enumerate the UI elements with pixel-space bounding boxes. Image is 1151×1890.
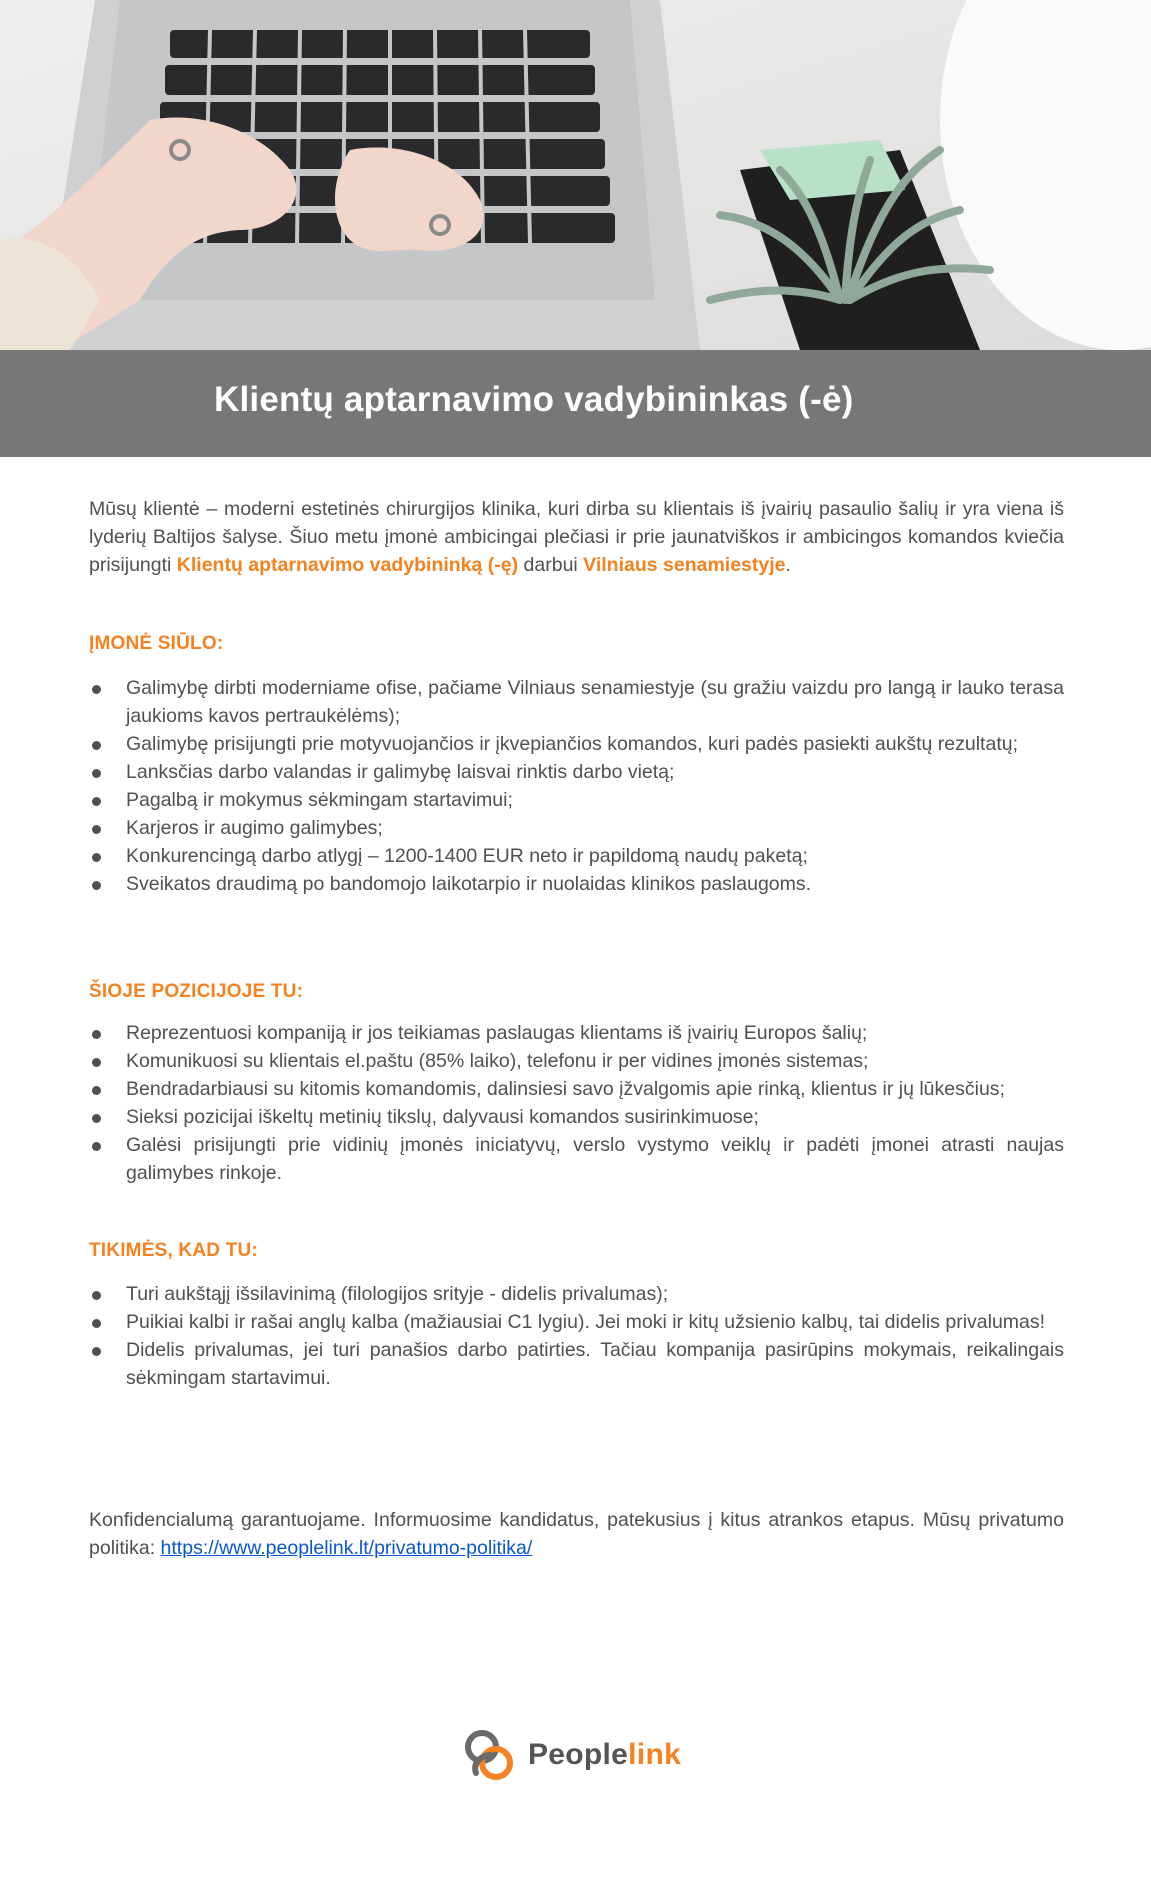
role-list [89, 1019, 1064, 1187]
role-heading: ŠIOJE POZICIJOJE TU: [89, 981, 304, 1002]
title-bar [0, 350, 1151, 457]
logo-icon [462, 1725, 518, 1785]
list-item: Turi aukštąjį išsilavinimą (filologijos srityje - didelis privalumas); [89, 1280, 1064, 1308]
closing-text: Konfidencialumą garantuojame. Informuosime kandidatus, patekusius į kitus atrankos etapus. Mūsų privatumo politika: [89, 1509, 1064, 1559]
intro-highlight-position: Klientų aptarnavimo vadybininką (-ę) [176, 554, 519, 576]
list-item: Sieksi pozicijai iškeltų metinių tikslų, dalyvausi komandos susirinkimuose; [89, 1103, 1064, 1131]
logo-wordmark [528, 1738, 681, 1772]
list-item: Galėsi prisijungti prie vidinių įmonės iniciatyvų, verslo vystymo veiklų ir padėti įmonei atrasti naujas galimybes rinkoje. [89, 1131, 1064, 1187]
list-item: Komunikuosi su klientais el.paštu (85% laiko), telefonu ir per vidines įmonės sistemas; [89, 1047, 1064, 1075]
hero-image [0, 0, 1151, 350]
expect-heading: TIKIMĖS, KAD TU: [89, 1240, 258, 1261]
intro-paragraph [89, 495, 1064, 579]
list-item: Reprezentuosi kompaniją ir jos teikiamas paslaugas klientams iš įvairių Europos šalių; [89, 1019, 1064, 1047]
offer-heading: ĮMONĖ SIŪLO: [89, 633, 224, 654]
list-item: Puikiai kalbi ir rašai anglų kalba (mažiausiai C1 lygiu). Jei moki ir kitų užsienio kalbų, tai didelis privalumas! [89, 1308, 1064, 1336]
page-title: Klientų aptarnavimo vadybininkas (-ė) [214, 380, 854, 419]
expect-list [89, 1280, 1064, 1392]
peoplelink-logo [462, 1725, 681, 1785]
list-item: Galimybę dirbti moderniame ofise, pačiame Vilniaus senamiestyje (su gražiu vaizdu pro langą ir lauko terasa jaukioms kavos pertraukėlėms); [89, 674, 1064, 730]
offer-list [89, 674, 1064, 898]
list-item: Konkurencingą darbo atlygį – 1200-1400 EUR neto ir papildomą naudų paketą; [89, 842, 1064, 870]
intro-text-1: Mūsų klientė – moderni estetinės chirurgijos klinika, kuri dirba su klientais iš įvairių pasaulio šalių ir yra viena iš lyderių Baltijos šalyse. Šiuo metu įmonė ambicingai plečiasi ir prie jaunatviškos ir ambicingos komandos kviečia prisijungti [89, 498, 1064, 576]
list-item: Bendradarbiausi su kitomis komandomis, dalinsiesi savo įžvalgomis apie rinką, klientus ir jų lūkesčius; [89, 1075, 1064, 1103]
list-item: Lanksčias darbo valandas ir galimybę laisvai rinktis darbo vietą; [89, 758, 1064, 786]
list-item: Pagalbą ir mokymus sėkmingam startavimui; [89, 786, 1064, 814]
intro-text-3: . [785, 554, 791, 576]
hero-illustration [0, 0, 1151, 350]
logo-text-accent: link [628, 1738, 682, 1771]
list-item: Karjeros ir augimo galimybes; [89, 814, 1064, 842]
intro-highlight-location: Vilniaus senamiestyje [583, 554, 786, 576]
intro-text-2: darbui [518, 554, 584, 576]
list-item: Didelis privalumas, jei turi panašios darbo patirties. Tačiau kompanija pasirūpins mokymais, reikalingais sėkmingam startavimui. [89, 1336, 1064, 1392]
closing-paragraph [89, 1506, 1064, 1562]
list-item: Galimybę prisijungti prie motyvuojančios ir įkvepiančios komandos, kuri padės pasiekti aukštų rezultatų; [89, 730, 1064, 758]
logo-text-main: People [528, 1738, 629, 1771]
privacy-policy-link[interactable]: https://www.peoplelink.lt/privatumo-politika/ [160, 1537, 533, 1559]
list-item: Sveikatos draudimą po bandomojo laikotarpio ir nuolaidas klinikos paslaugoms. [89, 870, 1064, 898]
